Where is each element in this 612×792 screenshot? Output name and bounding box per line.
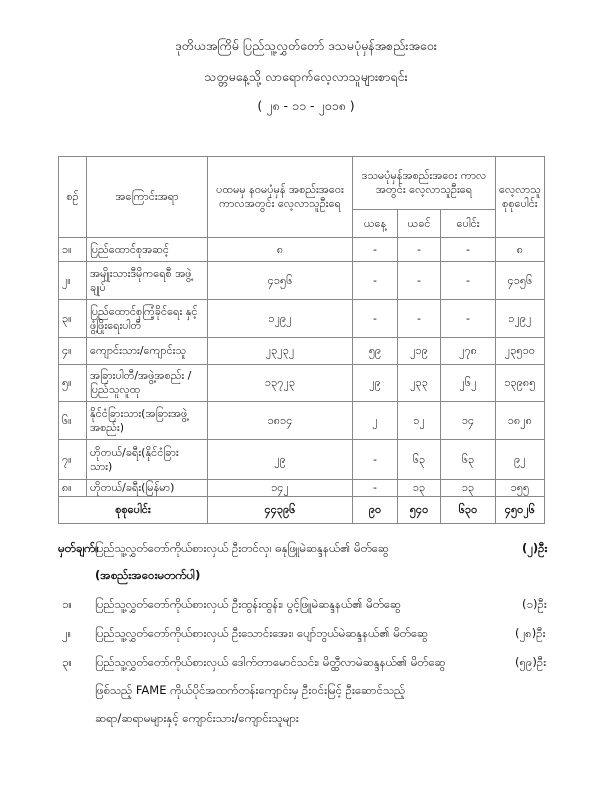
header-previous: ယခင်	[398, 210, 441, 238]
table-row	[59, 238, 545, 262]
cell-first: ၁၃၇၂၃	[208, 365, 353, 402]
cell-sum: ၂၆၂	[441, 365, 496, 402]
cell-seq: ၃။	[59, 300, 87, 338]
cell-first: ၁၂၉၂	[208, 300, 353, 338]
table-row	[59, 300, 545, 338]
cell-sum: -	[441, 300, 496, 338]
cell-previous: -	[398, 238, 441, 262]
cell-sum: ၆၃	[441, 440, 496, 480]
table-row	[59, 262, 545, 300]
cell-subject: နိုင်ငံခြားသား(အခြားအဖွဲ့ အစည်း)	[87, 402, 208, 440]
cell-subject: ပြည်ထောင်စုကြံ့ခိုင်ရေး နှင့်ဖွံ့ဖြိုးရေးပါတီ	[87, 300, 208, 338]
cell-sum: -	[441, 262, 496, 300]
cell-today: -	[353, 238, 398, 262]
header-seq: စဥ်	[59, 157, 87, 238]
totals-label: စုစုပေါင်း	[59, 497, 208, 524]
cell-seq: ၆။	[59, 402, 87, 440]
cell-previous: ၁၃	[398, 480, 441, 497]
note-item-count: (၁)ဦး	[522, 597, 547, 611]
cell-subject: အခြားပါတီ/အဖွဲ့အစည်း / ပြည်သူလူထု	[87, 365, 208, 402]
table-row	[59, 402, 545, 440]
note-item-count: (၂၈)ဦး	[515, 626, 546, 640]
cell-first: ၁၄၂	[208, 480, 353, 497]
cell-today: -	[353, 300, 398, 338]
cell-today: ၅၉	[353, 338, 398, 365]
totals-previous: ၅၄၀	[398, 497, 441, 524]
cell-previous: ၂၃၃	[398, 365, 441, 402]
note-item-num: ၂။	[62, 626, 72, 640]
cell-first: ၈	[208, 238, 353, 262]
header-first: ပထမမှ နဝမပုံမှန် အစည်းအဝေးကာလအတွင်း လေ့လာသူဦးရေ	[208, 157, 353, 238]
cell-seq: ၈။	[59, 480, 87, 497]
cell-total: ၂၃၅၁၀	[496, 338, 545, 365]
cell-today: -	[353, 480, 398, 497]
cell-previous: -	[398, 262, 441, 300]
note-item-count: (၅၉)ဦး	[515, 655, 547, 669]
table-row	[59, 480, 545, 497]
cell-subject: ဟိုတယ်/ခရီး(မြန်မာ)	[87, 480, 208, 497]
cell-previous: ၁၂	[398, 402, 441, 440]
cell-previous: ၂၁၉	[398, 338, 441, 365]
cell-first: ၂၉	[208, 440, 353, 480]
cell-subject: ကျောင်းသား/ကျောင်းသူ	[87, 338, 208, 365]
cell-seq: ၂။	[59, 262, 87, 300]
note-item-text: ပြည်သူ့လွှတ်တော်ကိုယ်စားလှယ် ဒေါက်တာမောင်သင်း၊ မိတ္ထီလာမဲဆန္ဒနယ်၏ မိတ်ဆွေ	[95, 655, 446, 669]
cell-previous: ၆၃	[398, 440, 441, 480]
cell-seq: ၁။	[59, 238, 87, 262]
cell-total: ၉၂	[496, 440, 545, 480]
cell-today: -	[353, 440, 398, 480]
cell-today: ၂	[353, 402, 398, 440]
cell-subject: ပြည်ထောင်စုအဆင့်	[87, 238, 208, 262]
cell-sum: ၁၄	[441, 402, 496, 440]
note-item-text: ပြည်သူ့လွှတ်တော်ကိုယ်စားလှယ် ဦးသောင်းအေး၊ ပျော်ဘွယ်မဲဆန္ဒနယ်၏ မိတ်ဆွေ	[95, 626, 428, 640]
notes-label: မှတ်ချက်။	[58, 541, 99, 555]
cell-sum: -	[441, 238, 496, 262]
header-sum: ပေါင်း	[441, 210, 496, 238]
title-line-2: သတ္တမနေ့သို့ လာရောက်လေ့လာသူများစာရင်း	[204, 69, 408, 84]
header-subject: အကြောင်းအရာ	[87, 157, 208, 238]
title-line-1: ဒုတိယအကြိမ် ပြည်သူ့လွှတ်တော် ဒသမပုံမှန်အစည်းအဝေး	[175, 38, 437, 53]
cell-total: ၁၃၉၈၅	[496, 365, 545, 402]
cell-first: ၁၈၁၄	[208, 402, 353, 440]
cell-seq: ၇။	[59, 440, 87, 480]
cell-total: ၈	[496, 238, 545, 262]
cell-seq: ၅။	[59, 365, 87, 402]
title-date: ( ၂၈ - ၁၁ - ၂၀၁၈ )	[257, 98, 355, 113]
visitors-table	[58, 156, 545, 524]
cell-first: ၄၁၅၆	[208, 262, 353, 300]
cell-subject: ဟိုတယ်/ခရီး(နိုင်ငံခြား သား)	[87, 440, 208, 480]
notes-main: ပြည်သူ့လွှတ်တော်ကိုယ်စားလှယ် ဦးတင်လှ၊ ဓနုဖြူမဲဆန္ဒနယ်၏ မိတ်ဆွေ	[95, 541, 389, 555]
totals-today: ၉၀	[353, 497, 398, 524]
cell-today: ၂၉	[353, 365, 398, 402]
totals-sum: ၆၃၀	[441, 497, 496, 524]
notes-main-sub: (အစည်းအဝေးမတက်ပါ)	[95, 568, 201, 582]
cell-total: ၁၅၅	[496, 480, 545, 497]
totals-total: ၄၅၀၂၆	[496, 497, 545, 524]
note-item-text: ပြည်သူ့လွှတ်တော်ကိုယ်စားလှယ် ဦးထွန်းထွန်း၊ ပွင့်ဖြူမဲဆန္ဒနယ်၏ မိတ်ဆွေ	[95, 597, 401, 611]
cell-total: ၄၁၅၆	[496, 262, 545, 300]
note-item-num: ၃။	[62, 655, 72, 669]
note-item-3-line-2: ဖြစ်သည့် FAME ကိုယ်ပိုင်အထက်တန်းကျောင်းမှ ဦးဝင်းမြင့် ဦးဆောင်သည့်	[95, 683, 406, 697]
header-today: ယနေ့	[353, 210, 398, 238]
header-tenth: ဒသမပုံမှန်အစည်းအဝေး ကာလအတွင်း လေ့လာသူဦးရေ	[353, 157, 496, 210]
cell-subject: အမျိုးသားဒီမိုကရေစီ အဖွဲ့ချုပ်	[87, 262, 208, 300]
cell-first: ၂၃၂၃၂	[208, 338, 353, 365]
cell-seq: ၄။	[59, 338, 87, 365]
note-item-num: ၁။	[62, 597, 72, 611]
header-total: လေ့လာသူ စုစုပေါင်း	[496, 157, 545, 238]
totals-row	[59, 497, 545, 524]
cell-total: ၁၂၉၂	[496, 300, 545, 338]
cell-today: -	[353, 262, 398, 300]
cell-total: ၁၈၂၈	[496, 402, 545, 440]
table-row	[59, 338, 545, 365]
note-item-3-line-3: ဆရာ/ဆရာမများနှင့် ကျောင်းသား/ကျောင်းသူများ	[95, 711, 299, 725]
totals-first: ၄၄၃၉၆	[208, 497, 353, 524]
cell-sum: ၁၃	[441, 480, 496, 497]
cell-previous: -	[398, 300, 441, 338]
notes-main-count: (၂)ဦး	[522, 541, 548, 555]
cell-sum: ၂၇၈	[441, 338, 496, 365]
table-row	[59, 365, 545, 402]
table-row	[59, 440, 545, 480]
